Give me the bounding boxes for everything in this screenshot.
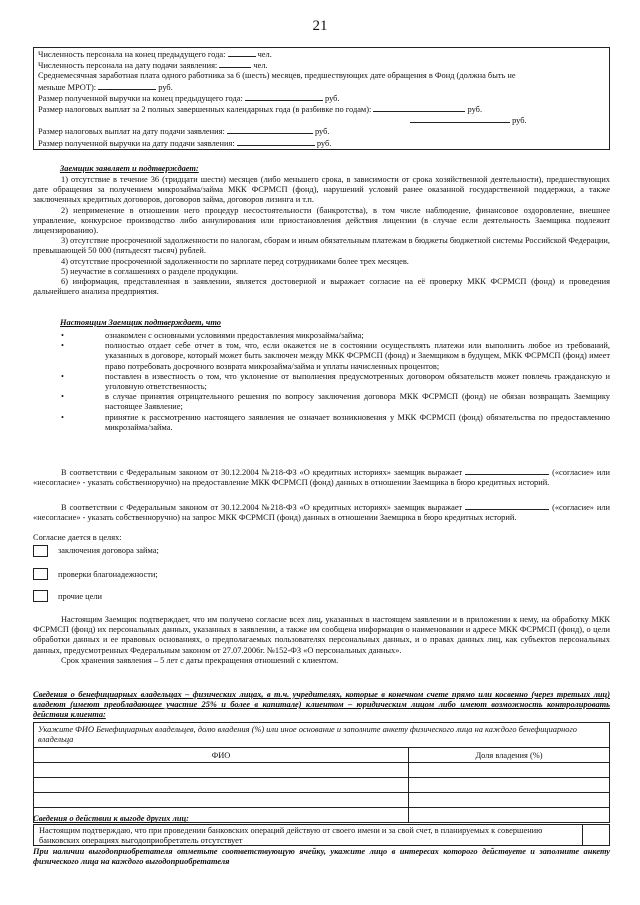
table-row: [34, 763, 610, 778]
purpose-loan-checkbox[interactable]: [33, 545, 48, 557]
tax-two-years-row-2: [38, 115, 605, 126]
staff-end-of-year-field[interactable]: [228, 49, 256, 57]
avg-salary-field[interactable]: [98, 82, 156, 90]
consent-text: В соответствии с Федеральным законом от 30.12.2004 №218-ФЗ «О кредитных историях» заемщик выражает: [61, 503, 463, 512]
confirms-heading-wrap: [60, 318, 610, 328]
confirm-bullet: • принятие к рассмотрению настоящего заявления не означает возникновения у МКК ФСРМСП (фонд) обязательства по предоставлению микрозайма/займа.: [33, 413, 610, 433]
confirm-bullet: • поставлен в известность о том, что уклонение от выполнения предусмотренных договором обязательств может повлечь гражданскую и уголовную ответственность;: [33, 372, 610, 392]
tax-year-2-field[interactable]: [410, 115, 510, 123]
declare-item: 1) отсутствие в течение 36 (тридцати шести) месяцев (либо меньшего срока, в зависимости от срока хозяйственной деятельности), предшествующих дате обращения за получением микрозайма/займа МКК ФСРМСП (фонд), нарушений условий ранее оказанной государственной поддержки, а также заключенных кредитных договоров, договоров займа, договоров лизинга и т.п.: [33, 175, 610, 205]
row-label: Размер налоговых выплат за 2 полных завершенных календарных года (в разбивке по годам):: [38, 105, 372, 115]
declares-list: [33, 175, 610, 297]
confirm-bullet: • ознакомлен с основными условиями предоставления микрозайма/займа;: [33, 331, 610, 341]
avg-salary-row: [38, 71, 605, 81]
purpose-other-label: прочие цели: [58, 592, 103, 601]
row-label: Размер полученной выручки на конец предыдущего года:: [38, 93, 243, 103]
tax-application-date-row: [38, 126, 605, 137]
storage-period: Срок хранения заявления – 5 лет с даты прекращения отношений с клиентом.: [61, 655, 339, 665]
beneficiaries-table-wrap: [33, 722, 610, 823]
personal-data-consent: Настоящим Заемщик подтверждает, что им получено согласие всех лиц, указанных в настоящем заявлении и в приложении к нему, на обработку МКК ФСРМСП (фонд) их персональных данных, указанных в заявлении, а также им сообщена информация о наименовании и адресе МКК ФСРМСП (фонд), о цели обработки данных и ее правовых основаниях, о предполагаемых пользователях персональных данных, и о правах данных лиц, как субъектов персональных данных, предусмотренных Федеральным законом от 27.07.2006г. №152-ФЗ «О персональных данных».: [33, 615, 610, 655]
revenue-application-date-row: [38, 138, 605, 149]
row-unit: руб.: [325, 93, 340, 103]
credit-history-consent-1: [33, 467, 610, 488]
row-unit: чел.: [257, 50, 272, 59]
row-label: Среднемесячная заработная плата одного работника за 6 (шесть) месяцев, предшествующих дате обращения в Фонд (должна быть не: [38, 71, 516, 81]
fio-cell[interactable]: [34, 778, 409, 793]
declare-item: 2) неприменение в отношении него процедур несостоятельности (банкротства), в том числе наблюдение, финансовое оздоровление, внешнее управление, конкурсное производство либо аннулирования или приостановления действия лицензии (в случае если деятельность Заемщика подлежит лицензированию).: [33, 205, 610, 236]
row-unit: руб.: [316, 138, 332, 148]
credit-history-consent-2: [33, 502, 610, 523]
declare-item: 4) отсутствие просроченной задолженности по зарплате перед сотрудниками более трех месяцев.: [61, 256, 409, 266]
tax-application-date-field[interactable]: [227, 126, 313, 134]
consent-1-field[interactable]: [465, 467, 549, 475]
avg-salary-row-cont: [38, 82, 605, 93]
purpose-reliability-checkbox[interactable]: [33, 568, 48, 580]
purposes-label: Согласие дается в целях:: [33, 533, 122, 542]
col-fio-header: ФИО: [34, 748, 409, 763]
declare-item: 5) неучастие в соглашениях о разделе продукции.: [61, 266, 238, 276]
row-label: меньше МРОТ):: [38, 82, 97, 92]
declares-heading: Заемщик заявляет и подтверждает:: [60, 164, 199, 173]
beneficiaries-heading-text: имеют возможность контролировать действия клиента:: [33, 700, 610, 720]
row-unit: руб.: [158, 82, 173, 92]
purpose-loan-label: заключения договора займа;: [58, 546, 159, 555]
table-row: [34, 793, 610, 808]
personal-data-section: [33, 615, 610, 666]
confirms-heading: Настоящим Заемщик подтверждает, что: [60, 318, 221, 327]
row-unit: руб.: [512, 116, 527, 126]
company-figures-box: [33, 47, 610, 150]
share-cell[interactable]: [409, 763, 610, 778]
staff-application-date-field[interactable]: [219, 60, 251, 68]
share-cell[interactable]: [409, 793, 610, 808]
row-unit: руб.: [314, 127, 330, 137]
beneficiaries-heading: [33, 690, 610, 721]
declare-item: 6) информация, представленная в заявлении, является достоверной и выражает согласие на её проверку МКК ФСРМСП (фонд) и проведения дальнейшего анализа предприятия.: [33, 277, 610, 297]
consent-text: В соответствии с Федеральным законом от 30.12.2004 №218-ФЗ «О кредитных историях» заемщик выражает: [61, 468, 463, 477]
page-number: 21: [312, 18, 328, 34]
revenue-prev-year-row: [38, 93, 605, 104]
beneficiaries-instruction: Укажите ФИО Бенефициарных владельцев, долю владения (%) или иное основание и заполните анкету физического лица на каждого бенефициарного владельца: [34, 723, 610, 748]
confirm-bullet: • полностью отдает себе отчет в том, что, если окажется не в состоянии осуществлять платежи или выполнить любое из требований, указанных в договоре, который может быть заключен между МКК ФСРМСП (фонд) и Заемщиком в будущем, МКК ФСРМСП (фонд) имеет право потребовать досрочного возврата микрозайма/займа и уплаты начисленных процентов;: [33, 341, 610, 372]
declare-item: 3) отсутствие просроченной задолженности по налогам, сборам и иным обязательным платежам в бюджеты бюджетной системы Российской Федерации, превышающей 50 000 (пятьдесят тысяч) рублей.: [33, 236, 610, 256]
row-unit: чел.: [253, 61, 268, 71]
beneficiaries-heading-text: Сведения о бенефициарных владельцах – физических лицах, в т.ч. учредителях, которые в конечном счете прямо или косвенно (через третьих лиц) владеют (имеют преобладающее участие 25% и более в капитале) клиентом – юридическим лицом либо: [33, 690, 610, 710]
revenue-application-date-field[interactable]: [237, 138, 315, 146]
staff-application-date-row: [38, 60, 605, 71]
row-unit: руб.: [467, 105, 483, 115]
purpose-reliability-label: проверки благонадежности;: [58, 570, 158, 579]
fio-cell[interactable]: [34, 763, 409, 778]
third-party-heading: [33, 814, 610, 824]
col-share-header: Доля владения (%): [409, 748, 610, 763]
consent-text: («согласие» или «несогласие» - указать собственноручно) на запрос МКК ФСРМСП (фонд) данных в отношении Заемщика в бюро кредитных историй.: [33, 503, 611, 523]
beneficiary-footer-note: При наличии выгодоприобретателя отметьте соответствующую ячейку, укажите лицо в интересах которого действуете и заполните анкету физического лица на каждого выгодоприобретателя: [33, 847, 610, 867]
third-party-checkbox[interactable]: [582, 825, 609, 845]
staff-end-of-year-row: [38, 49, 605, 60]
declares-section: [60, 164, 610, 174]
purpose-other-checkbox[interactable]: [33, 590, 48, 602]
row-label: Размер налоговых выплат на дату подачи заявления:: [38, 127, 225, 137]
tax-two-years-row: [38, 104, 605, 115]
consent-2-field[interactable]: [465, 502, 549, 510]
third-party-text: Настоящим подтверждаю, что при проведении банковских операций действую от своего имени и за свой счет, в планируемых к совершению банковских операциях выгодоприобретатель отсутствует: [39, 826, 543, 846]
beneficiaries-table: [33, 722, 610, 823]
row-label: Численность персонала на конец предыдущего года:: [38, 50, 226, 59]
table-row: [34, 778, 610, 793]
fio-cell[interactable]: [34, 793, 409, 808]
share-cell[interactable]: [409, 778, 610, 793]
revenue-prev-year-field[interactable]: [245, 93, 323, 101]
confirm-bullet: • в случае принятия отрицательного решения по вопросу заключения договора МКК ФСРМСП (фонд) не обязан возвращать Заемщику настоящее Заявление;: [33, 392, 610, 412]
consent-text: («согласие» или «несогласие» - указать собственноручно) на предоставление МКК ФСРМСП (фонд) данных в отношении Заемщика в бюро кредитных историй.: [33, 468, 611, 488]
tax-year-1-field[interactable]: [373, 104, 465, 112]
third-party-heading-text: Сведения о действии к выгоде других лиц:: [33, 814, 189, 823]
row-label: Размер полученной выручки на дату подачи заявления:: [38, 138, 235, 148]
row-label: Численность персонала на дату подачи заявления:: [38, 61, 218, 71]
confirms-list: [33, 331, 610, 433]
third-party-box: [33, 824, 610, 846]
